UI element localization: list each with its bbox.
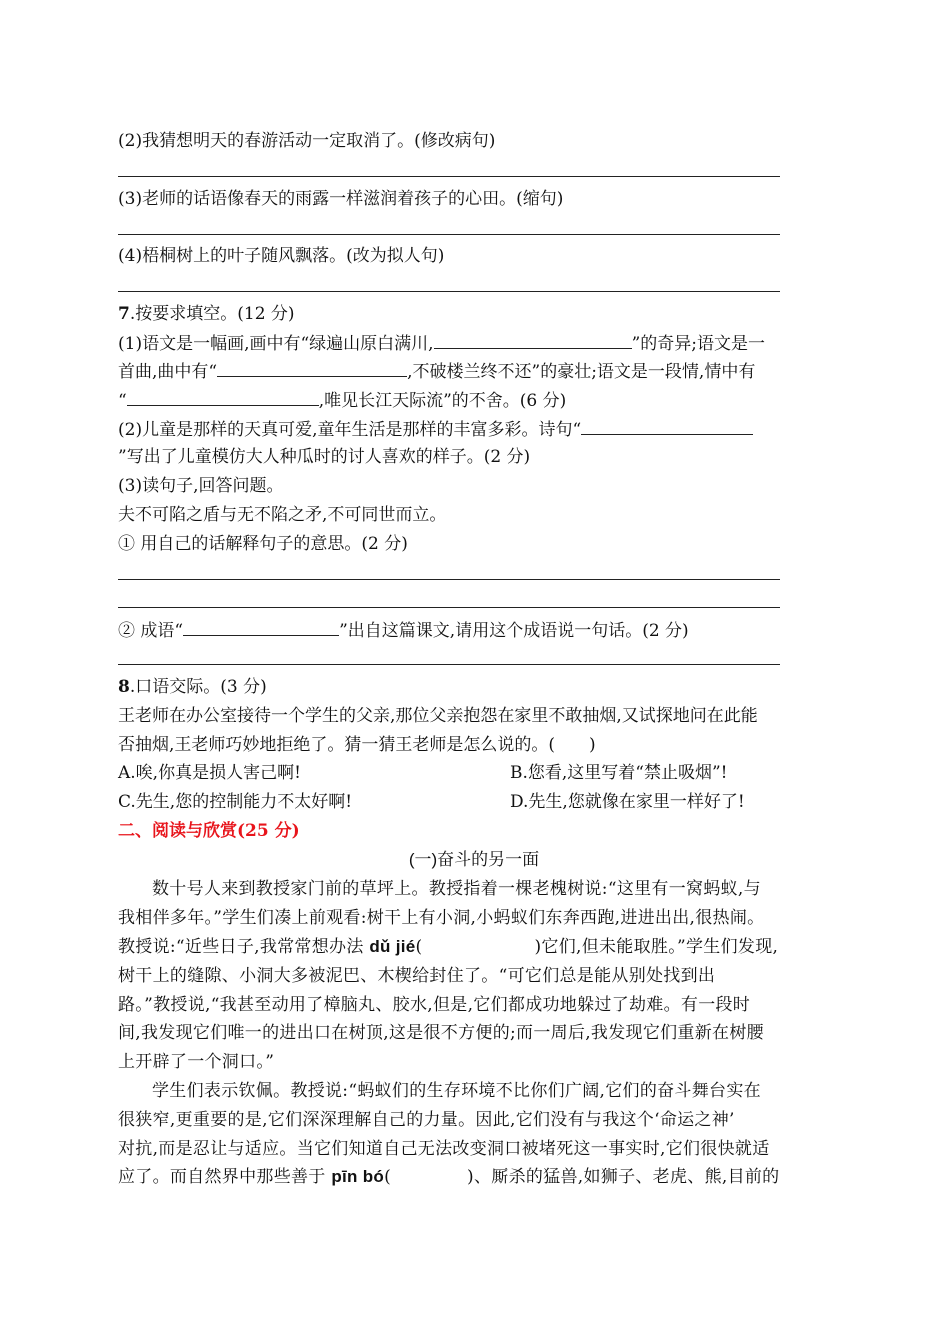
q7-number: 7 [118, 304, 130, 324]
text: 应了。而自然界中那些善于 [118, 1167, 332, 1187]
q8-stem-line2: 否抽烟,王老师巧妙地拒绝了。猜一猜王老师是怎么说的。( ) [118, 735, 596, 755]
q8-options-row2 [118, 790, 830, 814]
option-c[interactable]: C.先生,您的控制能力不太好啊! [118, 792, 353, 812]
text: 首曲,曲中有“ [118, 362, 218, 382]
q7-part2-line2: ”写出了儿童模仿大人种瓜时的讨人喜欢的样子。(2 分) [118, 447, 531, 467]
q7-part1-line1 [118, 331, 765, 356]
q8-stem-line1: 王老师在办公室接待一个学生的父亲,那位父亲抱怨在家里不敢抽烟,又试探地问在此能 [118, 706, 758, 726]
passage-line [118, 1165, 780, 1189]
q7-title [118, 302, 295, 326]
text: ② 成语“ [118, 621, 184, 641]
fill-blank[interactable] [434, 331, 632, 349]
passage-line: 学生们表示钦佩。教授说:“蚂蚁们的生存环境不比你们广阔,它们的奋斗舞台实在 [152, 1081, 761, 1101]
q8-options-row1 [118, 761, 830, 785]
passage-line: 路。”教授说,“我甚至动用了樟脑丸、胶水,但是,它们都成功地躲过了劫难。有一段时 [118, 995, 751, 1015]
section-heading: 二、阅读与欣赏(25 分) [118, 821, 300, 841]
text: (2)儿童是那样的天真可爱,童年生活是那样的丰富多彩。诗句“ [118, 420, 582, 440]
passage-line: 很狭窄,更重要的是,它们深深理解自己的力量。因此,它们没有与我这个‘命运之神’ [118, 1110, 735, 1130]
text: ,唯见长江天际流”的不舍。(6 分) [318, 391, 567, 411]
option-b[interactable]: B.您看,这里写着“禁止吸烟”! [510, 763, 728, 783]
q8-number: 8 [118, 677, 130, 697]
q7-quote: 夫不可陷之盾与无不陷之矛,不可同世而立。 [118, 505, 447, 525]
fill-blank[interactable] [127, 388, 319, 406]
text: “ [118, 391, 127, 411]
q7-sub1: ① 用自己的话解释句子的意思。(2 分) [118, 534, 408, 554]
passage-title: (一)奋斗的另一面 [408, 850, 540, 869]
passage-line: 数十号人来到教授家门前的草坪上。教授指着一棵老槐树说:“这里有一窝蚂蚁,与 [152, 879, 761, 899]
text: )它们,但未能取胜。”学生们发现, [534, 937, 779, 957]
passage-line: 对抗,而是忍让与适应。当它们知道自己无法改变洞口被堵死这一事实时,它们很快就适 [118, 1139, 770, 1159]
q6-item-3: (3)老师的话语像春天的雨露一样滋润着孩子的心田。(缩句) [118, 189, 564, 209]
option-a[interactable]: A.唉,你真是损人害己啊! [118, 763, 301, 783]
pinyin: pīn bó [331, 1167, 385, 1186]
option-d[interactable]: D.先生,您就像在家里一样好了! [510, 792, 745, 812]
passage-line: 我相伴多年。”学生们凑上前观看:树干上有小洞,小蚂蚁们东奔西跑,进进出出,很热闹。 [118, 908, 765, 928]
q7-sub2 [118, 618, 689, 643]
pinyin: dǔ jié [369, 937, 416, 956]
text: ”出自这篇课文,请用这个成语说一句话。(2 分) [339, 621, 689, 641]
answer-line[interactable] [118, 664, 780, 665]
q8-title [118, 675, 267, 699]
fill-blank[interactable] [183, 618, 339, 636]
q6-item-4: (4)梧桐树上的叶子随风飘落。(改为拟人句) [118, 246, 445, 266]
q6-item-2: (2)我猜想明天的春游活动一定取消了。(修改病句) [118, 131, 496, 151]
q7-title-text: .按要求填空。(12 分) [129, 304, 295, 324]
text: ”的奇异;语文是一 [631, 334, 766, 354]
q7-part1-line3 [118, 388, 566, 413]
text: )、厮杀的猛兽,如狮子、老虎、熊,目前的 [467, 1167, 780, 1187]
passage-line: 树干上的缝隙、小洞大多被泥巴、木楔给封住了。“可它们总是能从别处找到出 [118, 966, 716, 986]
q7-part2-line1 [118, 417, 753, 442]
answer-line[interactable] [118, 234, 780, 235]
passage-line: 间,我发现它们唯一的进出口在树顶,这是很不方便的;而一周后,我发现它们重新在树腰 [118, 1023, 764, 1043]
fill-blank[interactable] [581, 417, 753, 435]
passage-line [118, 935, 778, 959]
answer-line[interactable] [118, 176, 780, 177]
text: ( [384, 1167, 392, 1187]
q8-title-text: .口语交际。(3 分) [129, 677, 267, 697]
fill-blank[interactable] [217, 359, 407, 377]
text: (1)语文是一幅画,画中有“绿遍山原白满川, [118, 334, 434, 354]
q7-part3: (3)读句子,回答问题。 [118, 476, 284, 496]
answer-line[interactable] [118, 607, 780, 608]
answer-line[interactable] [118, 579, 780, 580]
passage-line: 上开辟了一个洞口。” [118, 1052, 275, 1072]
answer-line[interactable] [118, 291, 780, 292]
text: ,不破楼兰终不还”的豪壮;语文是一段情,情中有 [407, 362, 756, 382]
text: ( [415, 937, 423, 957]
text: 教授说:“近些日子,我常常想办法 [118, 937, 370, 957]
q7-part1-line2 [118, 359, 755, 384]
